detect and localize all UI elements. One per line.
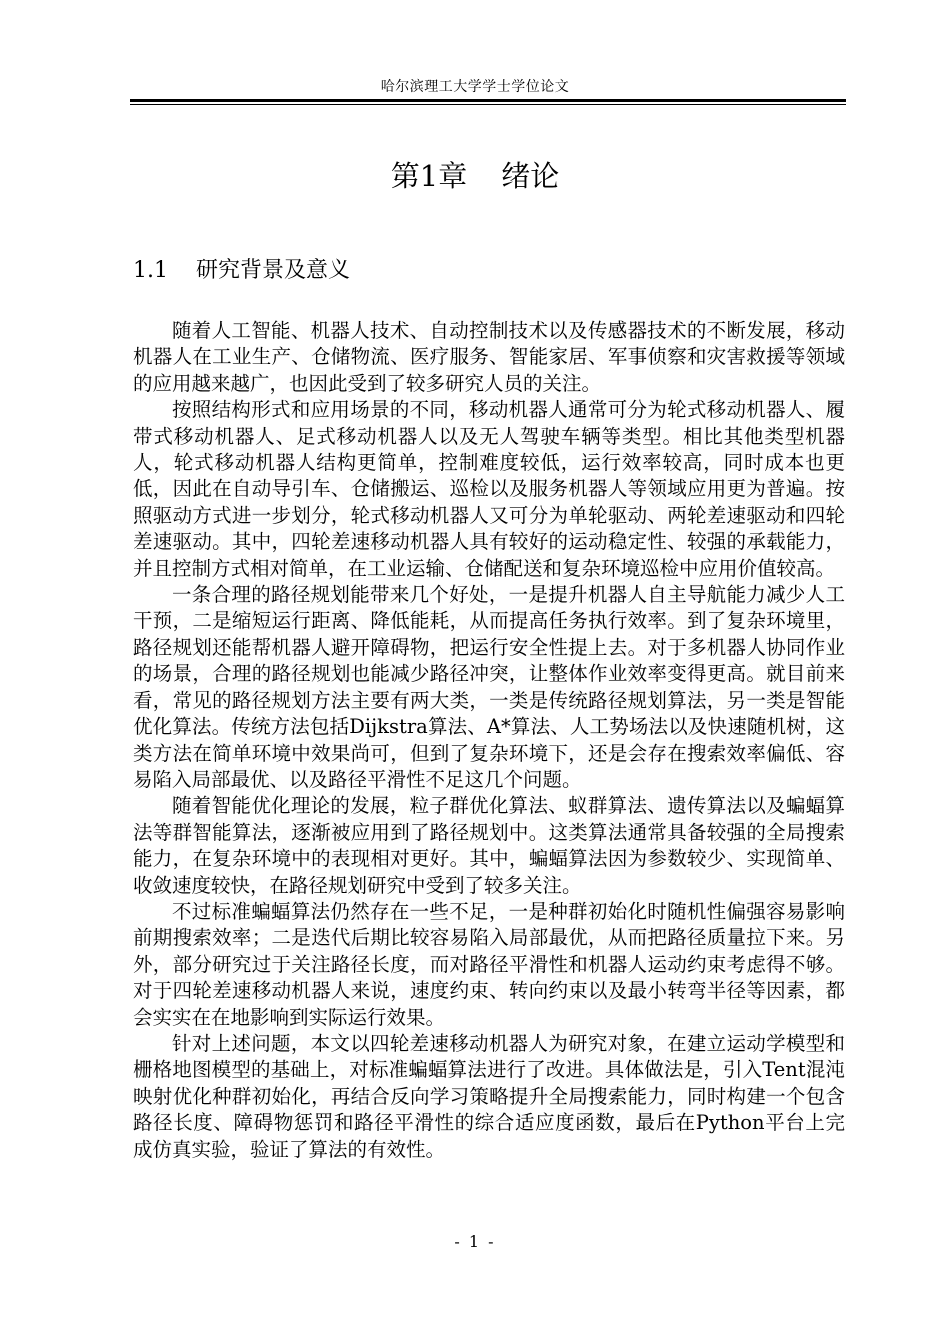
paragraph-5: 不过标准蝙蝠算法仍然存在一些不足，一是种群初始化时随机性偏强容易影响前期搜索效率；二是迭代后期比较容易陷入局部最优，从而把路径质量拉下来。另外，部分研究过于关注路径长度，而对路径平滑性和机器人运动约束考虑得不够。对于四轮差速移动机器人来说，速度约束、转向约束以及最小转弯半径等因素，都会实实在在地影响到实际运行效果。 xyxy=(133,899,845,1029)
section-number: 1.1 xyxy=(133,258,168,283)
paragraph-1: 随着人工智能、机器人技术、自动控制技术以及传感器技术的不断发展，移动机器人在工业生产、仓储物流、医疗服务、智能家居、军事侦察和灾害救援等领域的应用越来越广，也因此受到了较多研究人员的关注。 xyxy=(133,319,845,395)
chapter-name: 绪论 xyxy=(501,159,560,193)
section-name: 研究背景及意义 xyxy=(196,258,351,283)
paragraph-6: 针对上述问题，本文以四轮差速移动机器人为研究对象，在建立运动学模型和栅格地图模型的基础上，对标准蝙蝠算法进行了改进。具体做法是，引入Tent混沌映射优化种群初始化，再结合反向学习策略提升全局搜索能力，同时构建一个包含路径长度、障碍物惩罚和路径平滑性的综合适应度函数，最后在Python平台上完成仿真实验，验证了算法的有效性。 xyxy=(133,1031,845,1161)
header-rule-thick xyxy=(130,99,846,102)
page-number: - 1 - xyxy=(454,1232,496,1251)
body-text xyxy=(133,318,845,1163)
chapter-number: 第1章 xyxy=(390,159,468,193)
running-header: 哈尔滨理工大学学士学位论文 xyxy=(380,79,570,95)
paragraph-3: 一条合理的路径规划能带来几个好处，一是提升机器人自主导航能力减少人工干预，二是缩短运行距离、降低能耗，从而提高任务执行效率。到了复杂环境里，路径规划还能帮机器人避开障碍物，把运行安全性提上去。对于多机器人协同作业的场景，合理的路径规划也能减少路径冲突，让整体作业效率变得更高。就目前来看，常见的路径规划方法主要有两大类，一类是传统路径规划算法，另一类是智能优化算法。传统方法包括Dijkstra算法、A*算法、人工势场法以及快速随机树，这类方法在简单环境中效果尚可，但到了复杂环境下，还是会存在搜索效率偏低、容易陷入局部最优、以及路径平滑性不足这几个问题。 xyxy=(133,583,845,791)
paragraph-4: 随着智能优化理论的发展，粒子群优化算法、蚁群算法、遗传算法以及蝙蝠算法等群智能算法，逐渐被应用到了路径规划中。这类算法通常具备较强的全局搜索能力，在复杂环境中的表现相对更好。其中，蝙蝠算法因为参数较少、实现简单、收敛速度较快，在路径规划研究中受到了较多关注。 xyxy=(133,794,845,897)
section-title xyxy=(133,255,350,287)
header-rule-thin xyxy=(130,104,846,105)
paragraph-2: 按照结构形式和应用场景的不同，移动机器人通常可分为轮式移动机器人、履带式移动机器人、足式移动机器人以及无人驾驶车辆等类型。相比其他类型机器人，轮式移动机器人结构更简单，控制难度较低，运行效率较高，同时成本也更低，因此在自动导引车、仓储搬运、巡检以及服务机器人等领域应用更为普遍。按照驱动方式进一步划分，轮式移动机器人又可分为单轮驱动、两轮差速驱动和四轮差速驱动。其中，四轮差速移动机器人具有较好的运动稳定性、较强的承载能力，并且控制方式相对简单，在工业运输、仓储配送和复杂环境巡检中应用价值较高。 xyxy=(133,398,845,580)
chapter-title xyxy=(0,156,950,196)
